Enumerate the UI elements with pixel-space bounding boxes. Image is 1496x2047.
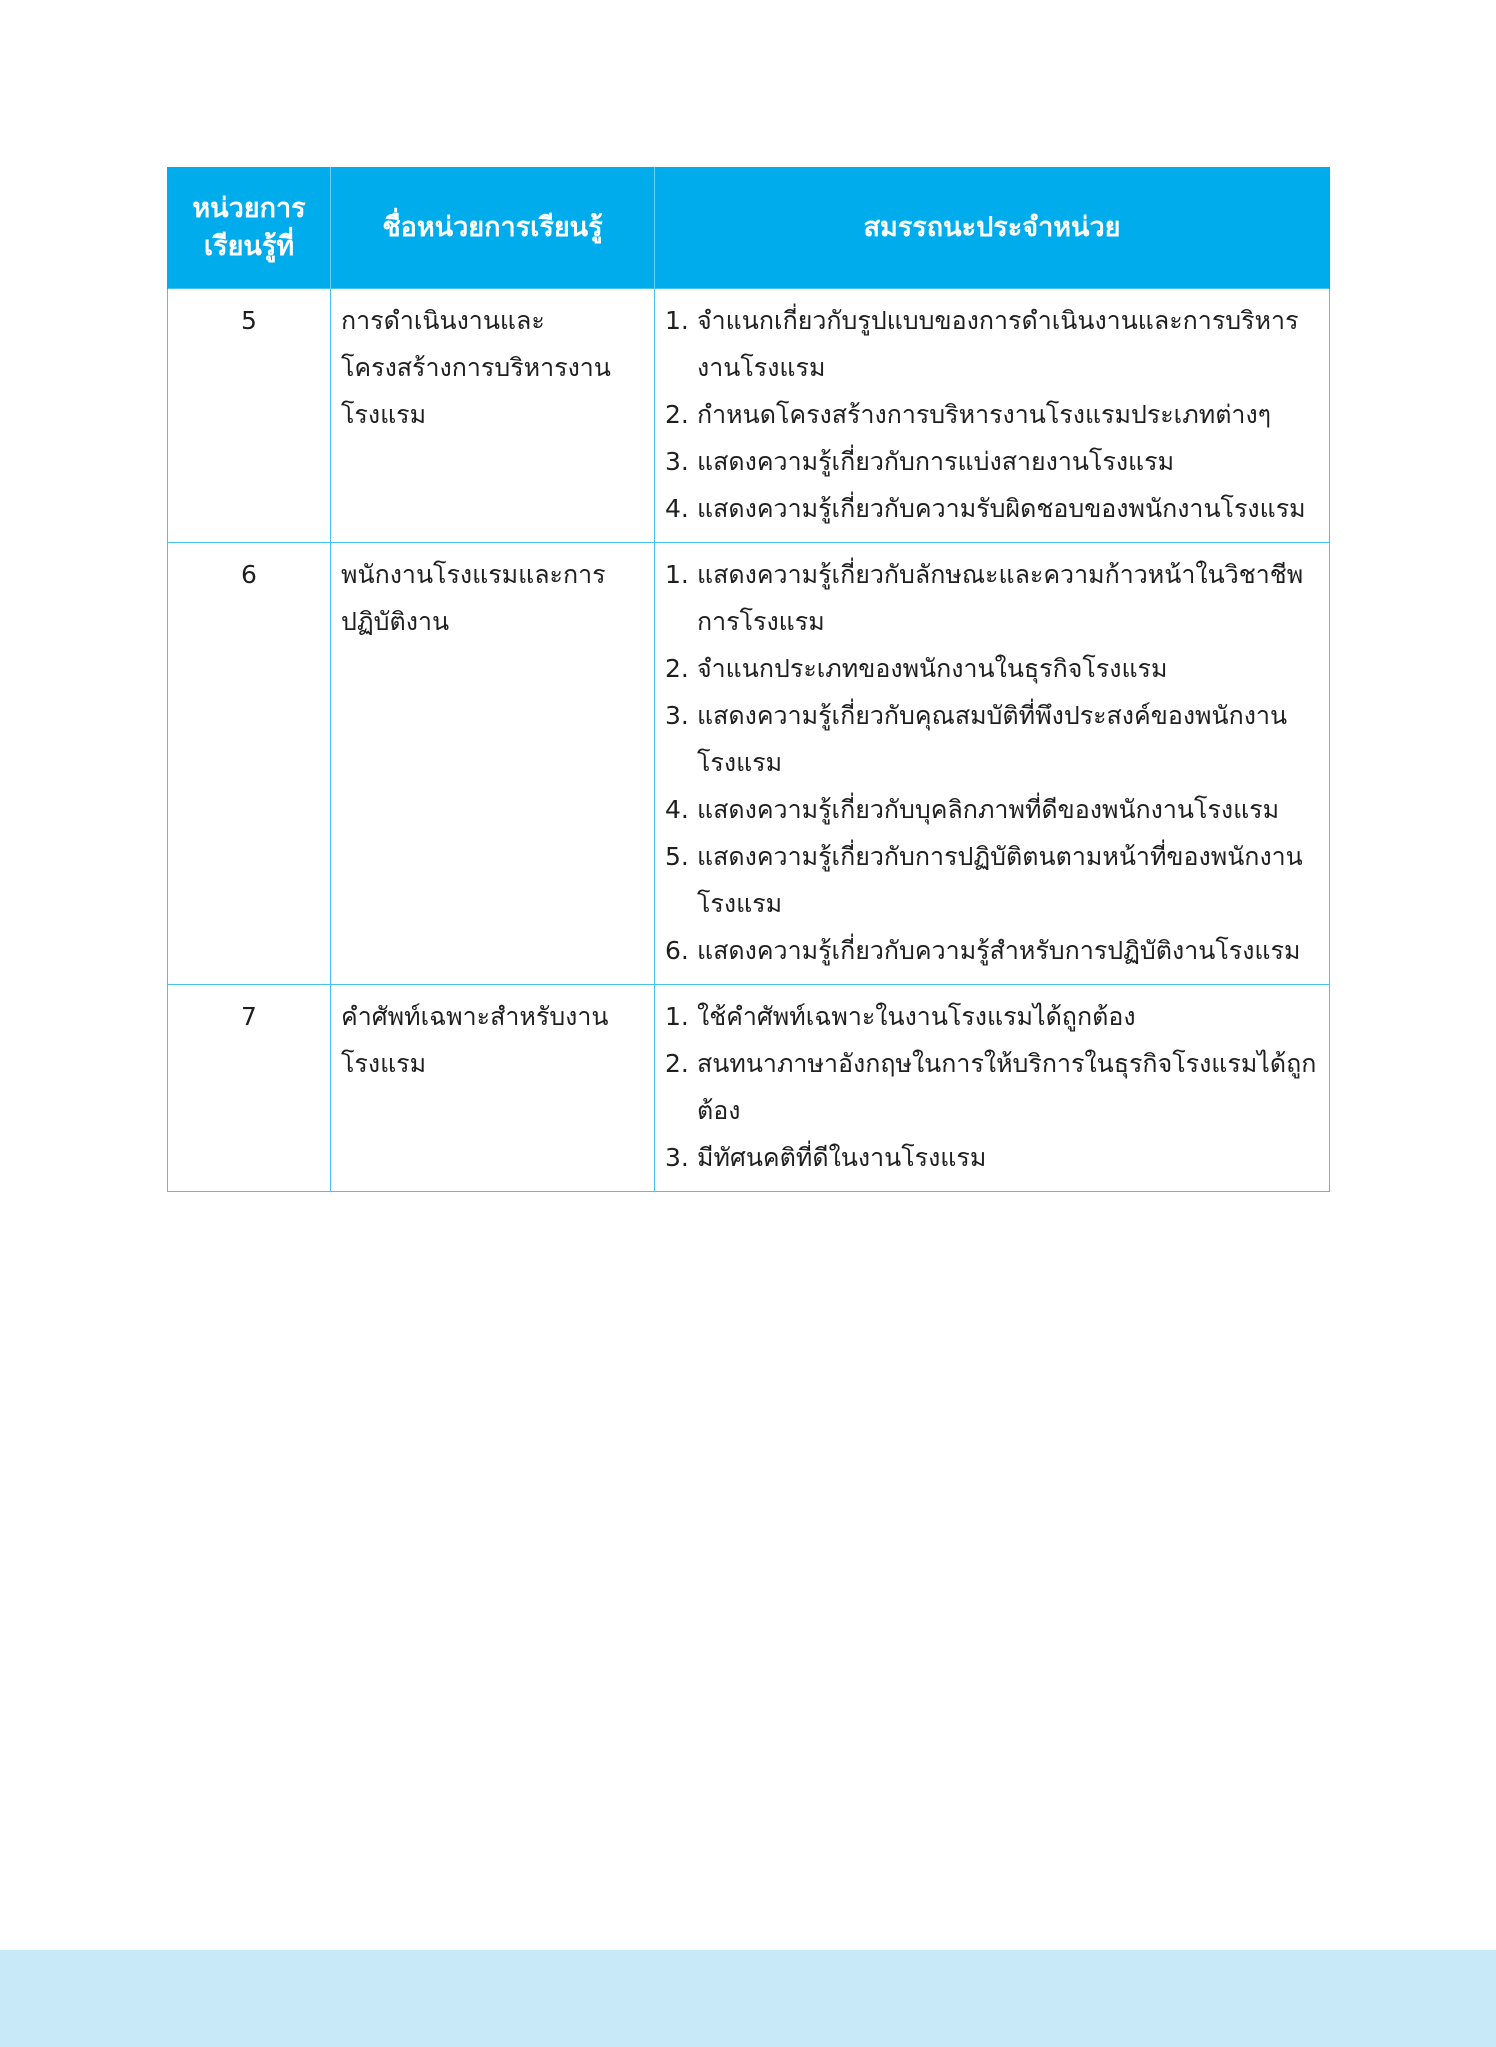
list-item — [665, 1040, 1319, 1134]
item-text: จำแนกประเภทของพนักงานในธุรกิจโรงแรม — [697, 654, 1168, 683]
unit-number: 6 — [168, 543, 331, 985]
item-number: 2. — [665, 654, 689, 683]
item-text: แสดงความรู้เกี่ยวกับการแบ่งสายงานโรงแรม — [697, 447, 1175, 476]
item-number: 2. — [665, 400, 689, 429]
item-text: แสดงความรู้เกี่ยวกับความรับผิดชอบของพนักงานโรงแรม — [697, 494, 1306, 523]
list-item — [665, 833, 1319, 927]
unit-name: การดำเนินงานและโครงสร้างการบริหารงานโรงแรม — [341, 306, 611, 429]
list-item — [665, 438, 1319, 485]
header-unit-no: หน่วยการเรียนรู้ที่ — [168, 167, 331, 289]
competency-cell — [655, 985, 1330, 1192]
item-number: 3. — [665, 701, 689, 730]
item-text: แสดงความรู้เกี่ยวกับบุคลิกภาพที่ดีของพนักงานโรงแรม — [697, 795, 1280, 824]
unit-name-cell — [331, 289, 655, 543]
item-number: 4. — [665, 494, 689, 523]
item-text: ใช้คำศัพท์เฉพาะในงานโรงแรมได้ถูกต้อง — [697, 1002, 1136, 1031]
list-item — [665, 1134, 1319, 1181]
unit-name-cell — [331, 985, 655, 1192]
list-item — [665, 786, 1319, 833]
list-item — [665, 927, 1319, 974]
item-number: 3. — [665, 1143, 689, 1172]
list-item — [665, 391, 1319, 438]
item-text: แสดงความรู้เกี่ยวกับการปฏิบัติตนตามหน้าที่ของพนักงานโรงแรม — [697, 842, 1303, 918]
unit-number: 7 — [168, 985, 331, 1192]
item-number: 3. — [665, 447, 689, 476]
footer-band — [0, 1950, 1496, 2047]
item-text: สนทนาภาษาอังกฤษในการให้บริการในธุรกิจโรงแรมได้ถูกต้อง — [697, 1049, 1317, 1125]
item-text: แสดงความรู้เกี่ยวกับความรู้สำหรับการปฏิบัติงานโรงแรม — [697, 936, 1301, 965]
item-number: 6. — [665, 936, 689, 965]
unit-number: 5 — [168, 289, 331, 543]
item-number: 4. — [665, 795, 689, 824]
table-row — [168, 289, 1330, 543]
item-number: 2. — [665, 1049, 689, 1078]
unit-name-cell — [331, 543, 655, 985]
list-item — [665, 485, 1319, 532]
competency-cell — [655, 543, 1330, 985]
item-text: มีทัศนคติที่ดีในงานโรงแรม — [697, 1143, 987, 1172]
header-unit-name: ชื่อหน่วยการเรียนรู้ — [331, 167, 655, 289]
list-item — [665, 551, 1319, 645]
competency-table — [167, 167, 1330, 1192]
item-text: จำแนกเกี่ยวกับรูปแบบของการดำเนินงานและการบริหารงานโรงแรม — [697, 306, 1299, 382]
item-text: แสดงความรู้เกี่ยวกับลักษณะและความก้าวหน้าในวิชาชีพการโรงแรม — [697, 560, 1304, 636]
table-row — [168, 985, 1330, 1192]
item-number: 1. — [665, 1002, 689, 1031]
competency-list — [665, 551, 1319, 974]
list-item — [665, 692, 1319, 786]
competency-list — [665, 297, 1319, 532]
unit-name: พนักงานโรงแรมและการปฏิบัติงาน — [341, 560, 606, 636]
item-text: แสดงความรู้เกี่ยวกับคุณสมบัติที่พึงประสงค์ของพนักงานโรงแรม — [697, 701, 1288, 777]
item-number: 5. — [665, 842, 689, 871]
list-item — [665, 297, 1319, 391]
item-text: กำหนดโครงสร้างการบริหารงานโรงแรมประเภทต่างๆ — [697, 400, 1272, 429]
competency-cell — [655, 289, 1330, 543]
item-number: 1. — [665, 560, 689, 589]
list-item — [665, 645, 1319, 692]
table-row — [168, 543, 1330, 985]
table-header-row — [168, 167, 1330, 289]
unit-name: คำศัพท์เฉพาะสำหรับงานโรงแรม — [341, 1002, 609, 1078]
list-item — [665, 993, 1319, 1040]
header-competency: สมรรถนะประจำหน่วย — [655, 167, 1330, 289]
competency-list — [665, 993, 1319, 1181]
item-number: 1. — [665, 306, 689, 335]
